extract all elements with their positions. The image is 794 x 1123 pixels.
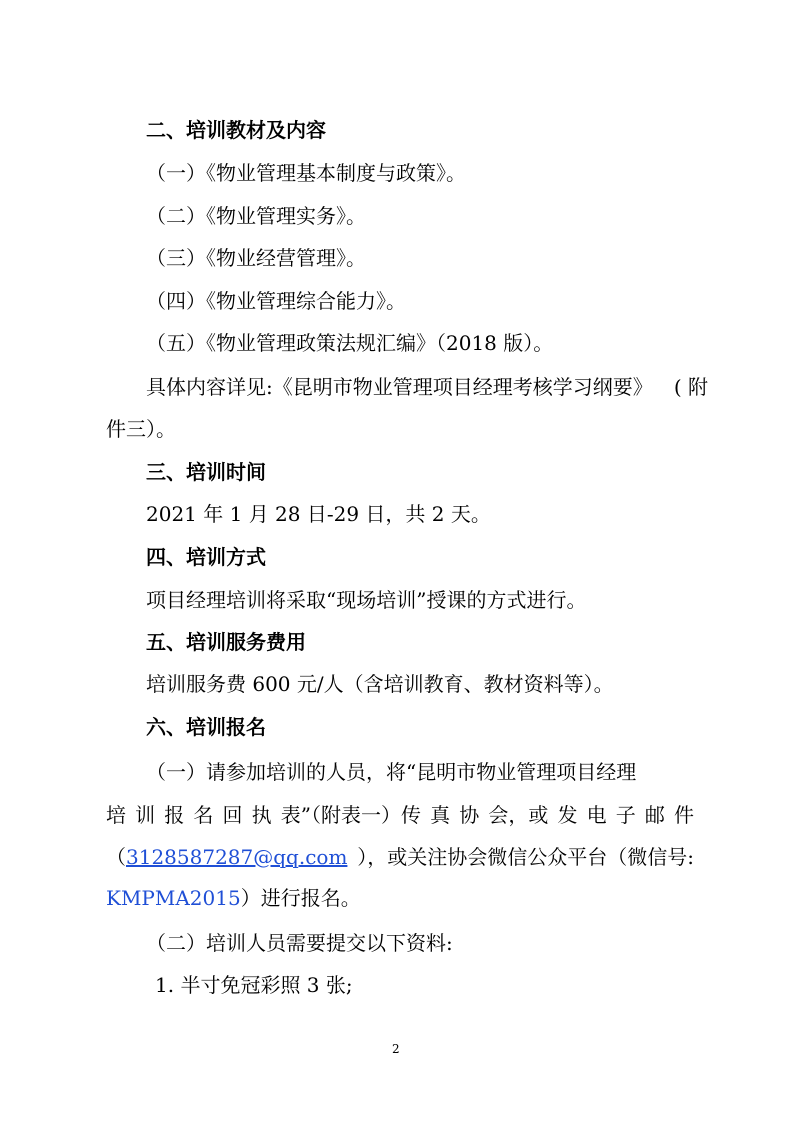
text-segment: 协	[459, 803, 480, 827]
training-fee-text: 培训服务费 600 元/人（含培训教育、教材资料等）。	[146, 672, 614, 696]
text-segment: 发	[557, 803, 578, 827]
detail-paragraph-line2: 件三）。	[106, 417, 176, 441]
section-heading-fee: 五、培训服务费用	[146, 630, 306, 654]
text-segment: 培	[106, 803, 126, 827]
registration-para-line4	[106, 884, 361, 912]
registration-para-line1: （一）请参加培训的人员，将“昆明市物业管理项目经理	[146, 760, 637, 784]
text-segment: 报	[164, 803, 185, 827]
text-segment: ）进行报名。	[240, 886, 361, 910]
detail-text: 具体内容详见:《昆明市物业管理项目经理考核学习纲要》	[146, 375, 653, 399]
text-segment: 真	[430, 803, 451, 827]
email-link[interactable]: 3128587287@qq.com	[126, 845, 348, 869]
text-segment: 子	[615, 803, 636, 827]
text-segment: 件	[673, 803, 694, 827]
registration-para-line3	[106, 843, 694, 871]
text-segment: 表”（附表一）传	[280, 803, 421, 827]
list-item: （三）《物业经营管理》。	[146, 246, 366, 270]
registration-para-line2	[106, 801, 694, 829]
text-segment: 会，或	[488, 803, 549, 827]
open-paren: （	[106, 845, 126, 869]
registration-para-line3-left	[106, 843, 347, 871]
text-segment: 执	[251, 803, 272, 827]
section-heading-materials: 二、培训教材及内容	[146, 118, 326, 142]
text-segment: 电	[586, 803, 607, 827]
text-segment: 邮	[644, 803, 665, 827]
page-number: 2	[392, 1042, 400, 1056]
list-item: 1. 半寸免冠彩照 3 张;	[155, 973, 353, 997]
text-segment: ），或关注协会微信公众平台（微信号:	[357, 845, 694, 869]
list-item: （四）《物业管理综合能力》。	[146, 289, 406, 313]
list-item: （五）《物业管理政策法规汇编》（2018 版）。	[146, 331, 554, 355]
wechat-id: KMPMA2015	[106, 886, 241, 910]
detail-paragraph-line1	[146, 373, 708, 401]
list-item: （二）《物业管理实务》。	[146, 204, 366, 228]
section-heading-registration: 六、培训报名	[146, 715, 266, 739]
training-method-text: 项目经理培训将采取“现场培训”授课的方式进行。	[146, 588, 587, 612]
detail-text-end: ( 附	[673, 375, 708, 399]
training-time-text: 2021 年 1 月 28 日-29 日，共 2 天。	[146, 502, 491, 526]
text-segment: 回	[222, 803, 243, 827]
list-item: （一）《物业管理基本制度与政策》。	[146, 161, 466, 185]
section-heading-time: 三、培训时间	[146, 460, 266, 484]
registration-para2: （二）培训人员需要提交以下资料:	[146, 931, 453, 955]
text-segment: 训	[135, 803, 156, 827]
text-segment: 名	[193, 803, 214, 827]
section-heading-method: 四、培训方式	[146, 545, 266, 569]
